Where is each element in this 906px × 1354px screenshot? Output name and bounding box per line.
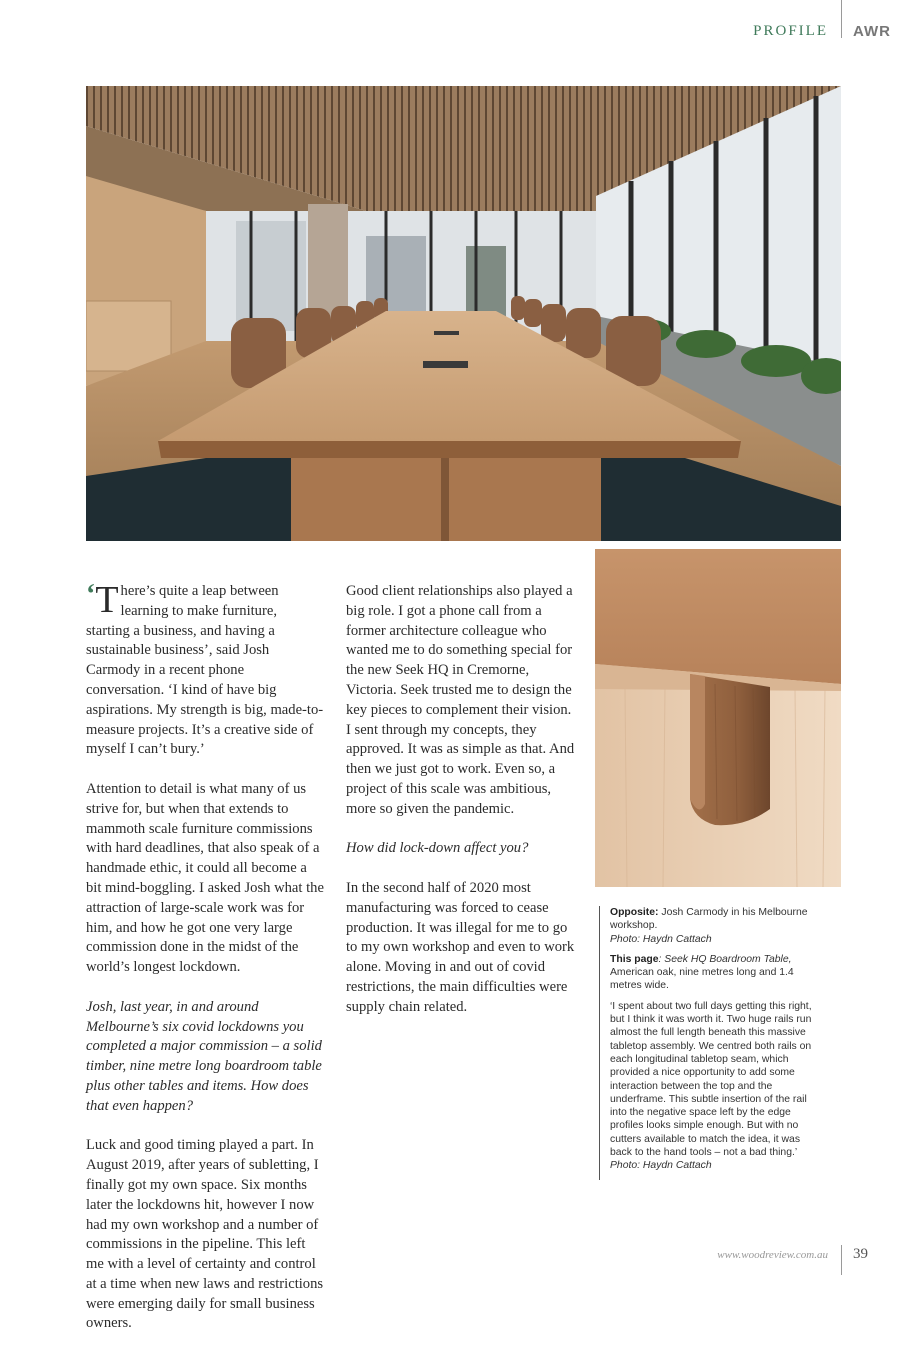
website-url: www.woodreview.com.au [717, 1249, 828, 1261]
paragraph: Attention to detail is what many of us strive for, but when that extends to mammoth scale furniture commissions with hard deadlines, that also speak of a handmade ethic, it could all become a bit mind-boggling. I asked Josh what the attraction of large-scale work was for him, and how he got one very large commission done in the midst of the world’s longest lockdown. [86, 780, 324, 976]
caption-this-page [610, 953, 822, 993]
intro-paragraph [86, 579, 324, 760]
caption-label: This page [610, 953, 659, 965]
caption-quote-text: ‘I spent about two full days getting this right, but I think it was worth it. Two huge rails run almost the full length beneath this massive tabletop assembly. We centred both rails on each longitudinal tabletop seam, which provided a nice opportunity to add some interaction between the top and the underframe. This subtle insertion of the rail into the negative space left by the edge profiles looks simple enough. But with no cutters available to match the idea, it was back to the hand tools – not a bad thing.’ [610, 1000, 812, 1159]
paragraph: Luck and good timing played a part. In August 2019, after years of subletting, I finally got my own space. Six months later the lockdowns hit, however I now had my own workshop and a number of commissions in the pipeline. This left me with a level of certainty and control at a time when new laws and restrictions were emerging daily for small business owners. [86, 1137, 324, 1332]
section-label: PROFILE [753, 23, 828, 39]
caption-credit: Photo: Haydn Cattach [610, 1160, 712, 1172]
caption-quote [610, 1000, 822, 1173]
drop-cap: T [95, 579, 119, 621]
paragraph: In the second half of 2020 most manufacturing was forced to cease production. It was illegal for me to go to my own workshop and even to work alone. Moving in and out of covid restrictions, the main difficulties were supply chain related. [346, 879, 575, 1015]
interview-question: How did lock-down affect you? [346, 840, 529, 857]
article-column-2 [346, 582, 578, 1037]
magazine-name: AWR [853, 23, 891, 40]
header-divider [841, 0, 842, 38]
footer-divider [841, 1245, 842, 1275]
intro-text: here’s quite a leap between learning to make furniture, starting a business, and having a sustainable business’, said Josh Carmody in a recent phone conversation. ‘I kind of have big aspirations. My strength is big, made-to-measure projects. It’s a creative side of myself I can’t bury.’ [86, 583, 324, 758]
caption-text: American oak, nine metres long and 1.4 metres wide. [610, 967, 794, 992]
caption-credit: Photo: Haydn Cattach [610, 933, 712, 945]
interview-question: Josh, last year, in and around Melbourne’s six covid lockdowns you completed a major commission – a solid timber, nine metre long boardroom table plus other tables and items. How does that even happen? [86, 998, 322, 1114]
caption-title: : Seek HQ Boardroom Table, [658, 953, 792, 965]
open-quote: ‘ [86, 579, 96, 610]
article-column-1 [86, 579, 324, 1354]
photo-caption [599, 906, 822, 1180]
page-number: 39 [853, 1246, 868, 1262]
paragraph: Good client relationships also played a big role. I got a phone call from a former architecture colleague who wanted me to do something special for the new Seek HQ in Cremorne, Victoria. Seek trusted me to design the key pieces to complement their vision. I sent through my concepts, they approved. It was as simple as that. And then we just got to work. Even so, a project of this scale was ambitious, more so given the pandemic. [346, 583, 575, 817]
detail-photo [595, 549, 841, 887]
caption-text: Josh Carmody in his Melbourne workshop. [610, 907, 808, 932]
hero-photo [86, 86, 841, 541]
caption-label: Opposite: [610, 907, 659, 918]
caption-opposite [610, 906, 822, 946]
